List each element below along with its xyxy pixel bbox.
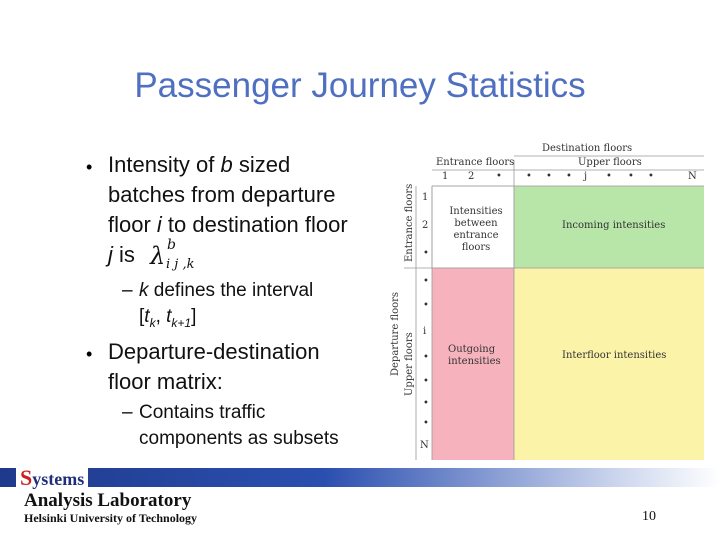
row-tick: i — [423, 326, 427, 337]
sub-bullet-2 — [139, 400, 339, 452]
cell-tl-line3: floors — [461, 242, 491, 253]
interval-t1: t — [144, 306, 150, 327]
row-tick: • — [423, 352, 429, 363]
col-tick: j — [584, 171, 588, 182]
bullet-1-line3a: floor — [108, 212, 157, 237]
col-tick: • — [566, 171, 572, 182]
bullet-1-line2: batches from departure — [108, 182, 336, 207]
row-tick: • — [423, 248, 429, 259]
bullet-1-line1: Intensity of — [108, 152, 221, 177]
var-j: j — [108, 242, 113, 267]
interval-t2: t — [166, 306, 172, 327]
var-b: b — [220, 152, 233, 177]
var-i: i — [156, 212, 162, 237]
col-tick: • — [526, 171, 532, 182]
slide-title: Passenger Journey Statistics — [134, 66, 586, 105]
bullet-1-line4: is — [112, 242, 135, 267]
col-tick: • — [648, 171, 654, 182]
row-tick: N — [420, 440, 429, 451]
footer-lab-name: Analysis Laboratory — [24, 490, 192, 511]
label-upper-floors-left: Upper floors — [404, 332, 415, 396]
page-number: 10 — [642, 509, 656, 524]
interval-open: [ — [139, 306, 145, 327]
label-entrance-floors-left: Entrance floors — [404, 183, 415, 262]
header-entrance: Entrance floors — [436, 157, 515, 168]
bullet-1-line1-end: sized — [232, 152, 291, 177]
dash-icon: – — [122, 280, 133, 301]
bullet-1-text — [108, 150, 348, 270]
bullet-1-line3b: to destination floor — [161, 212, 348, 237]
row-tick: 2 — [422, 220, 429, 231]
cell-bl-line1: Outgoing — [448, 344, 496, 355]
sub-bullet-1 — [139, 278, 313, 336]
cell-bl-text — [448, 344, 501, 368]
bullet-2-line2: floor matrix: — [108, 369, 223, 394]
cell-tl-line1: Intensities — [449, 206, 503, 217]
logo — [16, 465, 88, 491]
sub-bullet-2-line1: Contains traffic — [139, 402, 266, 423]
bullet-icon: • — [86, 344, 93, 364]
row-tick: • — [423, 276, 429, 287]
row-tick: • — [423, 398, 429, 409]
interval-comma: , — [155, 306, 167, 327]
cell-tl-line2: between entrance — [453, 218, 499, 241]
col-tick: • — [546, 171, 552, 182]
row-tick: • — [423, 376, 429, 387]
cell-interfloor — [514, 268, 704, 460]
header-destination: Destination floors — [542, 143, 633, 154]
header-upper: Upper floors — [578, 157, 642, 168]
footer-bar — [0, 468, 720, 487]
row-tick: • — [423, 418, 429, 429]
col-tick: • — [628, 171, 634, 182]
cell-tl-text — [438, 206, 514, 254]
od-matrix-svg — [382, 140, 704, 462]
interval-t1-sub: k — [149, 315, 156, 330]
interval-close: ] — [191, 306, 197, 327]
sub-bullet-1-text: defines the interval — [148, 280, 314, 301]
col-tick: • — [606, 171, 612, 182]
logo-systems: ystems — [32, 469, 85, 489]
lambda-symbol: λ — [150, 242, 166, 270]
col-tick: N — [688, 171, 697, 182]
row-tick: • — [423, 300, 429, 311]
bullet-2-text — [108, 337, 320, 397]
sub-bullet-2-line2: components as subsets — [139, 428, 339, 449]
od-matrix-figure — [382, 140, 704, 462]
dash-icon: – — [122, 402, 133, 423]
lambda-sup: b — [167, 237, 176, 253]
cell-tr-text: Incoming intensities — [562, 220, 666, 231]
var-k: k — [139, 280, 149, 301]
footer-university: Helsinki University of Technology — [24, 511, 198, 525]
bullet-2-line1: Departure-destination — [108, 339, 320, 364]
row-tick: 1 — [422, 192, 429, 203]
col-tick: 1 — [442, 171, 449, 182]
col-tick: • — [496, 171, 502, 182]
label-departure-floors: Departure floors — [390, 291, 401, 376]
cell-bl-line2: intensities — [448, 356, 501, 367]
cell-br-text: Interfloor intensities — [562, 350, 667, 361]
bullet-icon: • — [86, 157, 93, 177]
lambda-sub: i j ,k — [166, 257, 195, 272]
lambda-formula — [150, 237, 210, 276]
logo-s: S — [20, 465, 33, 490]
col-tick: 2 — [468, 171, 475, 182]
interval-t2-sub: k+1 — [171, 315, 192, 330]
